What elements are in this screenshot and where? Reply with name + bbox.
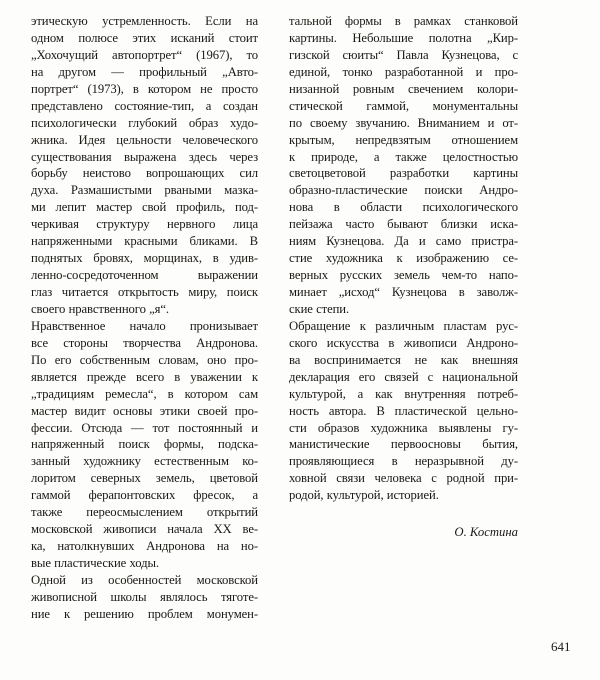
text-line: проявляющиеся в неразрывной ду-: [289, 454, 518, 469]
text-line: светоцветовой разработки картины: [289, 166, 518, 181]
text-line: занный художнику естественным ко-: [31, 454, 258, 469]
text-line: стической гаммой, монументальны: [289, 98, 518, 113]
text-line: ленно-сосредоточенном выражении: [31, 268, 258, 283]
text-line: живописной школы являлось тяготе-: [31, 589, 258, 604]
text-line: манистические первоосновы бытия,: [289, 437, 518, 452]
column-right: [289, 13, 518, 504]
text-line: борьбу неистово вопрошающих сил: [31, 166, 258, 181]
text-line: картины. Небольшие полотна „Кир-: [289, 30, 518, 45]
column-left: [31, 13, 258, 623]
text-line: ва воспринимается не как внешняя: [289, 352, 518, 367]
text-line: низанной ровным свечением колори-: [289, 81, 518, 96]
text-line: ние к решению проблем монумен-: [31, 606, 258, 621]
text-line: на другом — профильный „Авто-: [31, 64, 258, 79]
text-line: глаз читается открытость миру, поиск: [31, 285, 258, 299]
text-line: московской живописи начала XX ве-: [31, 522, 258, 537]
text-line: портрет“ (1973), в котором не просто: [31, 81, 258, 96]
text-line: жника. Идея цельности человеческого: [31, 132, 258, 147]
text-line: также переосмыслением открытий: [31, 505, 258, 520]
text-line: психологически глубокий образ худо-: [31, 115, 258, 130]
text-line: нова в области психологического: [289, 200, 518, 215]
text-line: существования выражена здесь через: [31, 149, 258, 164]
text-line: является прежде всего в уважении к: [31, 369, 258, 384]
text-line: ховной связи человека с родной при-: [289, 471, 518, 486]
paragraph: [31, 572, 258, 623]
text-line: культурой, а как внутренняя потреб-: [289, 386, 518, 401]
text-line: родой, культурой, историей.: [289, 488, 439, 503]
text-line: все стороны творчества Андронова.: [31, 335, 258, 350]
text-line: напряженный поиск формы, подска-: [31, 437, 258, 452]
text-line: минает „исход“ Кузнецова в заволж-: [289, 285, 518, 299]
text-line: поднятых бровях, морщинах, в удив-: [31, 251, 258, 266]
text-line: своего нравственного „я“.: [31, 301, 169, 316]
text-line: По его собственным словам, оно про-: [31, 352, 258, 367]
text-line: ми лепит мастер свой профиль, под-: [31, 200, 258, 215]
text-line: Обращение к различным пластам рус-: [289, 318, 518, 333]
text-line: напряженными красными бликами. В: [31, 234, 258, 249]
text-line: гаммой ферапонтовских фресок, а: [31, 488, 258, 503]
text-line: духа. Размашистыми рваными мазка-: [31, 183, 258, 198]
text-line: крытым, непредвзятым отношением: [289, 132, 518, 147]
text-line: „традициям ремесла“, в котором сам: [31, 386, 258, 401]
text-line: представлено состояние-тип, а создан: [31, 98, 258, 113]
text-line: ские степи.: [289, 301, 350, 316]
text-line: сти образов художника выявлены гу-: [289, 420, 518, 435]
text-line: пейзажа часто бывают близки иска-: [289, 217, 518, 232]
text-line: „Хохочущий автопортрет“ (1967), то: [31, 47, 258, 62]
text-line: черкивая структуру нервного лица: [31, 217, 258, 232]
text-line: декларация его связей с национальной: [289, 369, 518, 384]
text-line: Одной из особенностей московской: [31, 572, 258, 587]
text-line: тальной формы в рамках станковой: [289, 14, 518, 28]
text-line: этическую устремленность. Если на: [31, 14, 258, 28]
text-line: Нравственное начало пронизывает: [31, 318, 258, 333]
text-line: вые пластические ходы.: [31, 556, 159, 570]
text-line: ского искусства в живописи Андроно-: [289, 335, 518, 350]
text-line: верных русских земель чем-то напо-: [289, 268, 518, 283]
text-line: мастер видит основы этики своей про-: [31, 403, 258, 418]
text-line: ниям Кузнецова. Да и само пристра-: [289, 234, 518, 249]
text-line: стие художника к изображению се-: [289, 251, 518, 266]
text-line: фессии. Отсюда — тот постоянный и: [31, 420, 258, 435]
paragraph: [31, 318, 258, 572]
text-line: ка, натолкнувших Андронова на но-: [31, 539, 258, 554]
paragraph: [31, 13, 258, 318]
text-line: гизской сюиты“ Павла Кузнецова, с: [289, 47, 518, 62]
text-line: одном полюсе этих исканий стоит: [31, 30, 258, 45]
text-line: ность автора. В пластической цельно-: [289, 403, 518, 418]
text-line: единой, тонко разработанной и про-: [289, 64, 518, 79]
text-line: по своему звучанию. Вниманием и от-: [289, 115, 518, 130]
text-line: лоритом северных земель, цветовой: [31, 471, 258, 486]
paragraph: [289, 13, 518, 318]
text-line: к природе, а также целостностью: [289, 149, 518, 164]
author-signature: О. Костина: [454, 525, 518, 540]
text-line: образно-пластические поиски Андро-: [289, 183, 518, 198]
page-number: 641: [551, 639, 571, 654]
paragraph: [289, 318, 518, 504]
